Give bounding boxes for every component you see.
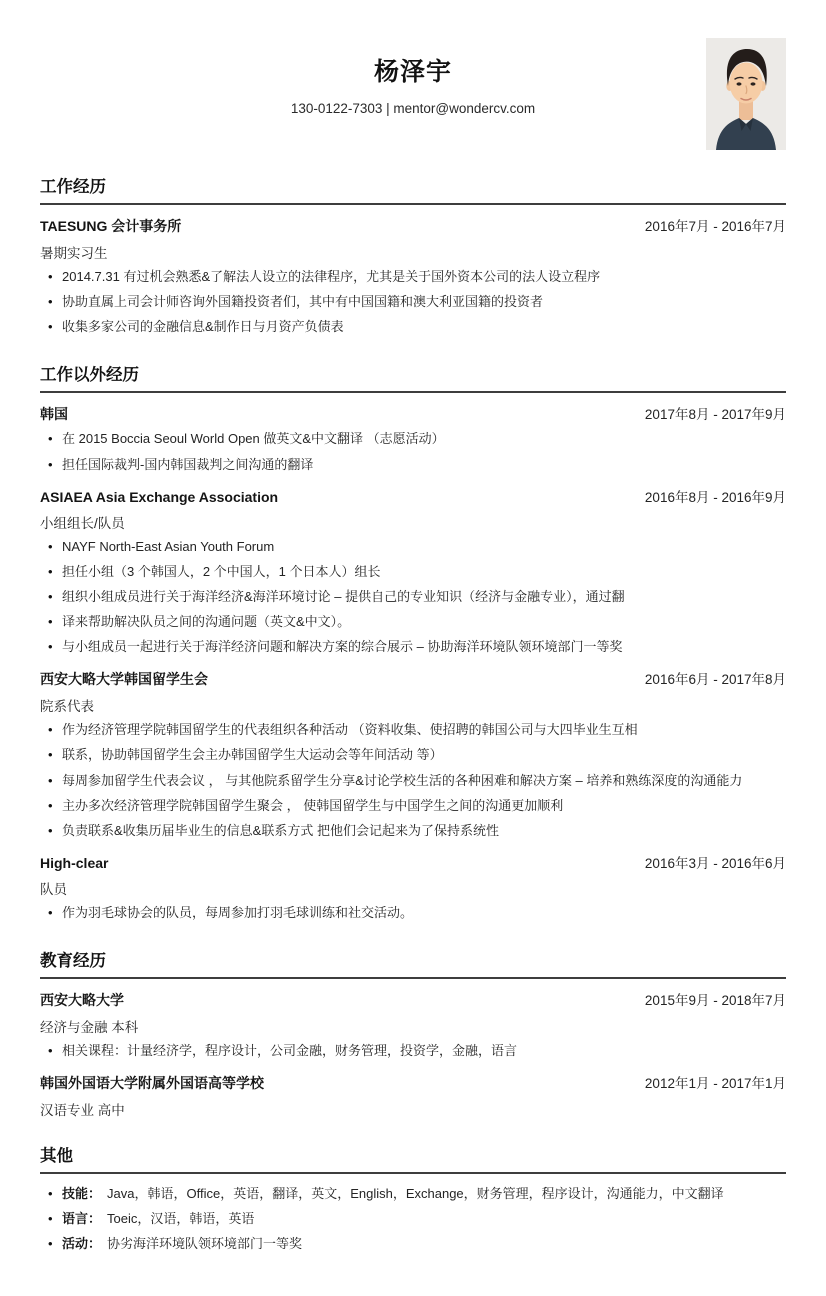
entry-role: 小组组长/队员 xyxy=(40,515,125,531)
bullet-item-languages xyxy=(40,1207,786,1230)
entry-head xyxy=(40,486,786,506)
bullet-item: • 担任国际裁判-国内韩国裁判之间沟通的翻译 xyxy=(40,453,786,476)
bullet-text: 协劣海洋环境队领环境部门一等奖 xyxy=(107,1236,303,1252)
entry-date: 2015年9月 - 2018年7月 xyxy=(644,993,786,1008)
entry-org: 西安大略大学 xyxy=(40,992,124,1008)
bullet-list xyxy=(40,718,786,842)
bullet-item: • 协助直属上司会计师咨询外国籍投资者们，其中有中国国籍和澳大利亚国籍的投资者 xyxy=(40,290,786,313)
bullet-item: • 2014.7.31 有过机会熟悉&了解法人设立的法律程序，尤其是关于国外资本公司的法人设立程序 xyxy=(40,265,786,288)
entry-role: 经济与金融 本科 xyxy=(40,1020,139,1035)
entry-date: 2017年8月 - 2017年9月 xyxy=(644,407,786,423)
bullet-item: • 每周参加留学生代表会议 ， 与其他院系留学生分享&讨论学校生活的各种困难和解决方案 – 培养和熟练深度的沟通能力 xyxy=(40,769,786,792)
entry-date: 2016年7月 - 2016年7月 xyxy=(644,219,786,234)
entry xyxy=(40,668,786,842)
entry xyxy=(40,989,786,1062)
entry-role: 汉语专业 高中 xyxy=(40,1103,125,1119)
entry-role: 队员 xyxy=(40,881,67,897)
section-other xyxy=(40,1142,786,1255)
entry-head xyxy=(40,403,786,424)
entry-org: 西安大略大学韩国留学生会 xyxy=(40,671,208,688)
bullet-label: 语言： xyxy=(62,1211,102,1227)
entry-org: TAESUNG 会计事务所 xyxy=(40,218,182,234)
entry xyxy=(40,403,786,475)
candidate-name: 杨泽宇 xyxy=(373,58,452,86)
bullet-label: 活动： xyxy=(62,1236,102,1252)
section-work-experience xyxy=(40,173,786,338)
bullet-list xyxy=(40,427,786,475)
bullet-list xyxy=(40,265,786,338)
bullet-item-skills xyxy=(40,1182,786,1205)
bullet-item: • 作为羽毛球协会的队员，每周参加打羽毛球训练和社交活动。 xyxy=(40,901,786,924)
bullet-item: • 相关课程：计量经济学，程序设计，公司金融，财务管理，投资学，金融，语言 xyxy=(40,1039,786,1062)
bullet-list xyxy=(40,901,786,924)
bullet-item: • 组织小组成员进行关于海洋经济&海洋环境讨论 – 提供自己的专业知识（经济与金融专业），通过翻 xyxy=(40,585,786,608)
bullet-item: • 收集多家公司的金融信息&制作日与月资产负债表 xyxy=(40,315,786,338)
bullet-list xyxy=(40,535,786,659)
entry xyxy=(40,486,786,659)
section-title: 工作以外经历 xyxy=(40,361,786,393)
entry-head xyxy=(40,215,786,236)
bullet-item: • 作为经济管理学院韩国留学生的代表组织各种活动 （资料收集、使招聘的韩国公司与大四毕业生互相 xyxy=(40,718,786,741)
bullet-item: • 担任小组（3 个韩国人，2 个中国人，1 个日本人）组长 xyxy=(40,560,786,583)
entry-role: 院系代表 xyxy=(40,699,94,715)
entry-role: 暑期实习生 xyxy=(40,246,108,261)
bullet-item-activities xyxy=(40,1232,786,1255)
entry-date: 2016年8月 - 2016年9月 xyxy=(644,489,786,505)
resume-header xyxy=(40,0,786,150)
entry-org: 韩国外国语大学附属外国语高等学校 xyxy=(40,1075,264,1092)
section-education xyxy=(40,947,786,1119)
entry-head xyxy=(40,989,786,1010)
bullet-item: • 联系，协助韩国留学生会主办韩国留学生大运动会等年间活动 等） xyxy=(40,743,786,766)
bullet-item: • 负责联系&收集历届毕业生的信息&联系方式 把他们会记起来为了保持系统性 xyxy=(40,819,786,842)
bullet-item: • 与小组成员一起进行关于海洋经济问题和解决方案的综合展示 – 协助海洋环境队领环境部门一等奖 xyxy=(40,635,786,658)
contact-line: 130-0122-7303 | mentor@wondercv.com xyxy=(290,101,536,116)
bullet-item: • 在 2015 Boccia Seoul World Open 做英文&中文翻译 （志愿活动） xyxy=(40,427,786,450)
section-title: 教育经历 xyxy=(40,947,786,979)
section-title: 工作经历 xyxy=(40,173,786,205)
bullet-list xyxy=(40,1039,786,1062)
bullet-item: • 译来帮助解决队员之间的沟通问题（英文&中文）。 xyxy=(40,610,786,633)
entry-date: 2016年6月 - 2017年8月 xyxy=(644,672,786,688)
entry xyxy=(40,215,786,338)
entry xyxy=(40,1072,786,1119)
section-extra-experience xyxy=(40,361,786,924)
entry-org: High-clear xyxy=(40,854,109,871)
portrait-illustration xyxy=(706,38,786,150)
entry xyxy=(40,852,786,924)
entry-org: 韩国 xyxy=(40,406,68,423)
profile-photo xyxy=(706,38,786,150)
section-title: 其他 xyxy=(40,1142,786,1174)
bullet-item: • NAYF North-East Asian Youth Forum xyxy=(40,535,786,558)
bullet-label: 技能： xyxy=(62,1186,102,1202)
entry-head xyxy=(40,668,786,689)
entry-org: ASIAEA Asia Exchange Association xyxy=(40,488,279,505)
bullet-item: • 主办多次经济管理学院韩国留学生聚会 ， 使韩国留学生与中国学生之间的沟通更加顺利 xyxy=(40,794,786,817)
bullet-text: Java，韩语，Office，英语，翻译，英文，English，Exchange，财务管理，程序设计，沟通能力，中文翻译 xyxy=(107,1186,724,1202)
bullet-text: Toeic，汉语，韩语，英语 xyxy=(107,1211,255,1227)
entry-head xyxy=(40,852,786,872)
bullet-list xyxy=(40,1182,786,1255)
entry-head xyxy=(40,1072,786,1093)
entry-date: 2016年3月 - 2016年6月 xyxy=(644,855,786,871)
entry-date: 2012年1月 - 2017年1月 xyxy=(644,1076,786,1092)
